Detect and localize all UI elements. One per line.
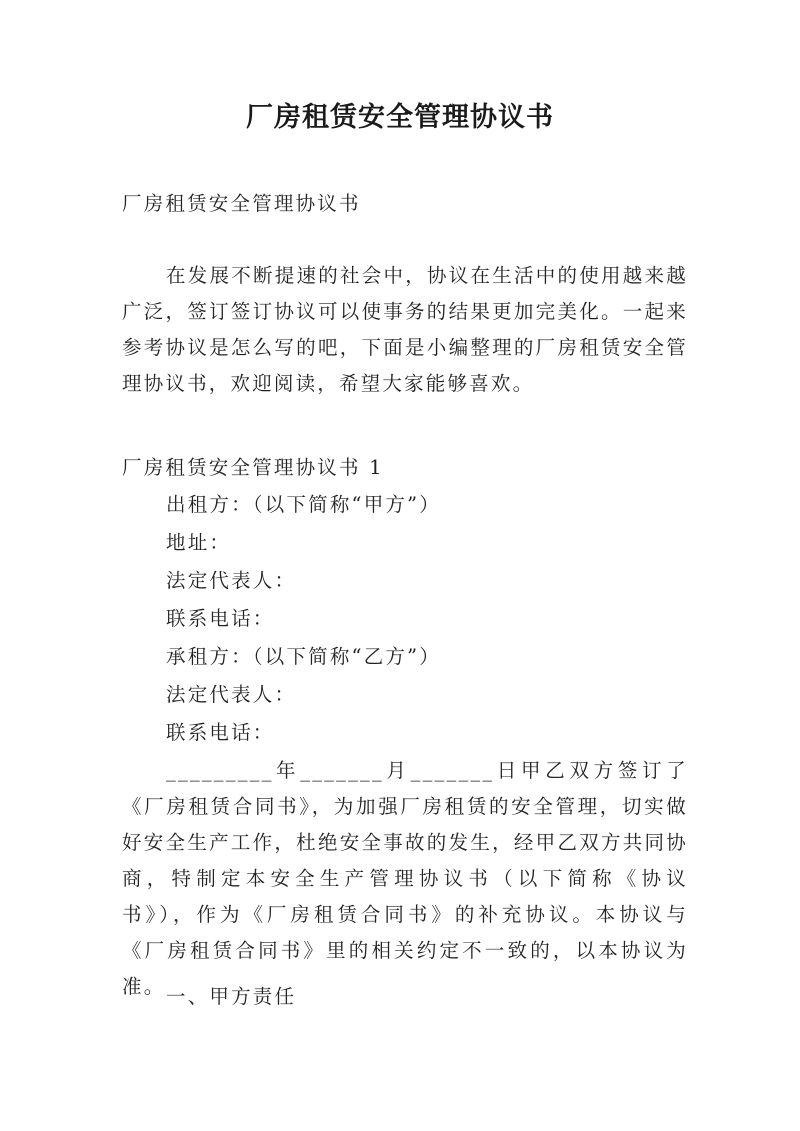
phone-field-2: 联系电话： — [166, 721, 275, 744]
clause-heading: 一、甲方责任 — [166, 985, 297, 1008]
lessee-field: 承租方：（以下简称“乙方”） — [166, 645, 441, 668]
lessor-field: 出租方：（以下简称“甲方”） — [166, 493, 441, 516]
intro-paragraph: 在发展不断提速的社会中，协议在生活中的使用越来越广泛，签订签订协议可以使事务的结果更加完美化。一起来参考协议是怎么写的吧，下面是小编整理的厂房租赁安全管理协议书，欢迎阅读，希望大家能够喜欢。 — [122, 264, 688, 395]
address-field: 地址： — [166, 531, 232, 554]
legal-representative-field: 法定代表人： — [166, 569, 297, 592]
agreement-paragraph: _________年_______月_______日甲乙双方签订了《厂房租赁合同书》，为加强厂房租赁的安全管理，切实做好安全生产工作，杜绝安全事故的发生，经甲乙双方共同协商，特制定本安全生产管理协议书（以下简称《协议书》），作为《厂房租赁合同书》的补充协议。本协议与《厂房租赁合同书》里的相关约定不一致的，以本协议为准。 — [122, 759, 688, 998]
section-heading: 厂房租赁安全管理协议书 1 — [122, 456, 384, 479]
document-subtitle: 厂房租赁安全管理协议书 — [122, 192, 361, 215]
document-title: 厂房租赁安全管理协议书 — [246, 102, 554, 133]
legal-representative-field-2: 法定代表人： — [166, 683, 297, 706]
phone-field: 联系电话： — [166, 607, 275, 630]
